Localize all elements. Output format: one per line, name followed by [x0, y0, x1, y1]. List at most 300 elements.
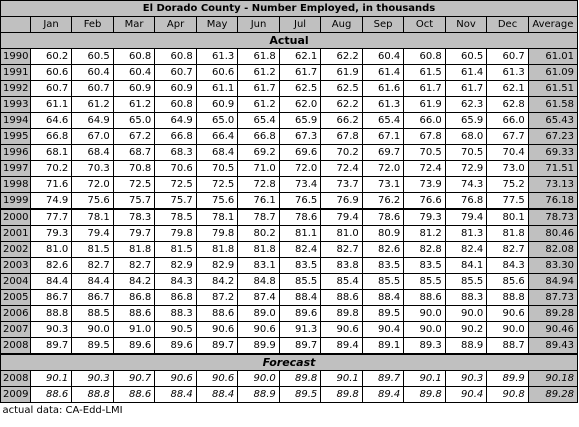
- year-cell: 2009: [1, 387, 31, 403]
- column-header-apr: Apr: [155, 17, 197, 33]
- value-cell: 78.3: [113, 209, 155, 226]
- value-cell: 82.8: [404, 242, 446, 258]
- value-cell: 77.5: [487, 193, 529, 210]
- value-cell: 61.1: [30, 97, 72, 113]
- value-cell: 90.8: [487, 387, 529, 403]
- value-cell: 62.5: [321, 81, 363, 97]
- value-cell: 88.6: [196, 306, 238, 322]
- value-cell: 89.9: [238, 338, 280, 355]
- value-cell: 60.9: [155, 81, 197, 97]
- value-cell: 78.6: [362, 209, 404, 226]
- actual-row-1996: [1, 145, 578, 161]
- value-cell: 62.1: [487, 81, 529, 97]
- average-cell: 76.18: [528, 193, 577, 210]
- value-cell: 72.4: [321, 161, 363, 177]
- average-cell: 80.46: [528, 226, 577, 242]
- value-cell: 90.6: [196, 322, 238, 338]
- value-cell: 65.0: [196, 113, 238, 129]
- value-cell: 88.9: [445, 338, 487, 355]
- value-cell: 67.3: [279, 129, 321, 145]
- value-cell: 90.0: [72, 322, 114, 338]
- value-cell: 89.8: [404, 387, 446, 403]
- forecast-section-header: [1, 354, 578, 371]
- average-cell: 65.43: [528, 113, 577, 129]
- year-cell: 1999: [1, 193, 31, 210]
- year-cell: 2007: [1, 322, 31, 338]
- value-cell: 66.2: [321, 113, 363, 129]
- value-cell: 91.0: [113, 322, 155, 338]
- value-cell: 70.4: [487, 145, 529, 161]
- forecast-row-2008: [1, 371, 578, 387]
- value-cell: 67.2: [113, 129, 155, 145]
- value-cell: 88.6: [113, 387, 155, 403]
- value-cell: 89.9: [487, 371, 529, 387]
- actual-row-2003: [1, 258, 578, 274]
- value-cell: 65.4: [238, 113, 280, 129]
- value-cell: 64.6: [30, 113, 72, 129]
- value-cell: 90.3: [72, 371, 114, 387]
- value-cell: 68.7: [113, 145, 155, 161]
- average-cell: 69.33: [528, 145, 577, 161]
- value-cell: 60.8: [404, 49, 446, 65]
- value-cell: 89.8: [321, 387, 363, 403]
- value-cell: 78.5: [155, 209, 197, 226]
- actual-row-1990: [1, 49, 578, 65]
- column-header-row: [1, 17, 578, 33]
- average-cell: 89.28: [528, 306, 577, 322]
- value-cell: 67.1: [362, 129, 404, 145]
- value-cell: 81.5: [72, 242, 114, 258]
- actual-row-1994: [1, 113, 578, 129]
- average-cell: 90.46: [528, 322, 577, 338]
- value-cell: 61.1: [196, 81, 238, 97]
- value-cell: 60.5: [445, 49, 487, 65]
- value-cell: 66.8: [30, 129, 72, 145]
- value-cell: 61.9: [321, 65, 363, 81]
- value-cell: 62.3: [445, 97, 487, 113]
- value-cell: 90.0: [487, 322, 529, 338]
- value-cell: 90.4: [445, 387, 487, 403]
- value-cell: 75.6: [72, 193, 114, 210]
- actual-row-1995: [1, 129, 578, 145]
- value-cell: 88.8: [72, 387, 114, 403]
- value-cell: 69.6: [279, 145, 321, 161]
- value-cell: 60.8: [155, 49, 197, 65]
- value-cell: 60.2: [30, 49, 72, 65]
- value-cell: 90.0: [238, 371, 280, 387]
- value-cell: 89.7: [196, 338, 238, 355]
- table-body: [1, 33, 578, 419]
- value-cell: 89.1: [362, 338, 404, 355]
- value-cell: 68.0: [445, 129, 487, 145]
- value-cell: 60.8: [155, 97, 197, 113]
- average-cell: 61.58: [528, 97, 577, 113]
- value-cell: 60.7: [30, 81, 72, 97]
- value-cell: 85.5: [362, 274, 404, 290]
- value-cell: 88.3: [445, 290, 487, 306]
- value-cell: 72.8: [238, 177, 280, 193]
- value-cell: 78.1: [72, 209, 114, 226]
- value-cell: 77.7: [30, 209, 72, 226]
- value-cell: 68.1: [30, 145, 72, 161]
- actual-row-2005: [1, 290, 578, 306]
- actual-row-2002: [1, 242, 578, 258]
- value-cell: 70.2: [30, 161, 72, 177]
- value-cell: 82.9: [155, 258, 197, 274]
- value-cell: 89.6: [155, 338, 197, 355]
- value-cell: 64.9: [155, 113, 197, 129]
- value-cell: 85.6: [487, 274, 529, 290]
- value-cell: 87.4: [238, 290, 280, 306]
- value-cell: 65.9: [445, 113, 487, 129]
- value-cell: 79.3: [30, 226, 72, 242]
- value-cell: 80.1: [487, 209, 529, 226]
- value-cell: 84.3: [487, 258, 529, 274]
- value-cell: 60.7: [487, 49, 529, 65]
- value-cell: 84.4: [30, 274, 72, 290]
- value-cell: 86.7: [72, 290, 114, 306]
- value-cell: 85.5: [404, 274, 446, 290]
- value-cell: 89.8: [279, 371, 321, 387]
- value-cell: 60.9: [113, 81, 155, 97]
- value-cell: 76.5: [279, 193, 321, 210]
- value-cell: 89.3: [404, 338, 446, 355]
- value-cell: 90.1: [404, 371, 446, 387]
- value-cell: 78.1: [196, 209, 238, 226]
- column-header-aug: Aug: [321, 17, 363, 33]
- value-cell: 60.4: [72, 65, 114, 81]
- forecast-row-2009: [1, 387, 578, 403]
- value-cell: 60.8: [113, 49, 155, 65]
- value-cell: 90.0: [404, 322, 446, 338]
- value-cell: 82.6: [30, 258, 72, 274]
- value-cell: 89.5: [72, 338, 114, 355]
- value-cell: 69.2: [238, 145, 280, 161]
- value-cell: 61.7: [404, 81, 446, 97]
- value-cell: 84.4: [72, 274, 114, 290]
- value-cell: 62.0: [279, 97, 321, 113]
- value-cell: 84.1: [445, 258, 487, 274]
- value-cell: 88.6: [30, 387, 72, 403]
- value-cell: 60.9: [196, 97, 238, 113]
- value-cell: 62.2: [321, 97, 363, 113]
- column-header-feb: Feb: [72, 17, 114, 33]
- value-cell: 65.0: [113, 113, 155, 129]
- actual-row-1992: [1, 81, 578, 97]
- value-cell: 72.5: [196, 177, 238, 193]
- actual-label: Actual: [1, 33, 578, 49]
- value-cell: 81.8: [196, 242, 238, 258]
- actual-row-1998: [1, 177, 578, 193]
- value-cell: 83.5: [404, 258, 446, 274]
- value-cell: 90.2: [445, 322, 487, 338]
- value-cell: 70.2: [321, 145, 363, 161]
- value-cell: 73.7: [321, 177, 363, 193]
- value-cell: 68.4: [72, 145, 114, 161]
- value-cell: 71.0: [238, 161, 280, 177]
- value-cell: 67.8: [404, 129, 446, 145]
- column-header-average: Average: [528, 17, 577, 33]
- value-cell: 89.7: [362, 371, 404, 387]
- value-cell: 86.7: [30, 290, 72, 306]
- value-cell: 76.6: [404, 193, 446, 210]
- value-cell: 68.3: [155, 145, 197, 161]
- value-cell: 66.8: [238, 129, 280, 145]
- table-title: El Dorado County - Number Employed, in thousands: [1, 1, 578, 17]
- value-cell: 90.6: [238, 322, 280, 338]
- value-cell: 79.4: [72, 226, 114, 242]
- value-cell: 76.1: [238, 193, 280, 210]
- value-cell: 88.6: [321, 290, 363, 306]
- value-cell: 60.6: [196, 65, 238, 81]
- value-cell: 79.8: [196, 226, 238, 242]
- value-cell: 86.8: [155, 290, 197, 306]
- year-column-header: [1, 17, 31, 33]
- value-cell: 61.3: [196, 49, 238, 65]
- value-cell: 84.2: [196, 274, 238, 290]
- forecast-label: Forecast: [1, 354, 578, 371]
- value-cell: 72.0: [362, 161, 404, 177]
- value-cell: 81.8: [113, 242, 155, 258]
- value-cell: 86.8: [113, 290, 155, 306]
- value-cell: 82.7: [113, 258, 155, 274]
- average-cell: 78.73: [528, 209, 577, 226]
- year-cell: 1994: [1, 113, 31, 129]
- value-cell: 71.6: [30, 177, 72, 193]
- value-cell: 89.6: [113, 338, 155, 355]
- value-cell: 75.6: [196, 193, 238, 210]
- value-cell: 81.8: [238, 242, 280, 258]
- year-cell: 1997: [1, 161, 31, 177]
- value-cell: 90.6: [321, 322, 363, 338]
- value-cell: 87.2: [196, 290, 238, 306]
- column-header-dec: Dec: [487, 17, 529, 33]
- value-cell: 60.5: [72, 49, 114, 65]
- actual-row-2007: [1, 322, 578, 338]
- value-cell: 89.5: [279, 387, 321, 403]
- value-cell: 89.8: [321, 306, 363, 322]
- value-cell: 83.8: [321, 258, 363, 274]
- value-cell: 90.0: [445, 306, 487, 322]
- value-cell: 90.4: [362, 322, 404, 338]
- value-cell: 72.0: [279, 161, 321, 177]
- column-header-jul: Jul: [279, 17, 321, 33]
- value-cell: 89.0: [238, 306, 280, 322]
- value-cell: 89.7: [30, 338, 72, 355]
- value-cell: 79.3: [404, 209, 446, 226]
- value-cell: 74.9: [30, 193, 72, 210]
- actual-row-2008: [1, 338, 578, 355]
- value-cell: 82.4: [445, 242, 487, 258]
- value-cell: 64.9: [72, 113, 114, 129]
- value-cell: 60.7: [72, 81, 114, 97]
- average-cell: 67.23: [528, 129, 577, 145]
- value-cell: 60.7: [155, 65, 197, 81]
- year-cell: 1991: [1, 65, 31, 81]
- value-cell: 60.4: [362, 49, 404, 65]
- value-cell: 82.7: [321, 242, 363, 258]
- value-cell: 65.9: [279, 113, 321, 129]
- actual-row-1999: [1, 193, 578, 210]
- year-cell: 1995: [1, 129, 31, 145]
- value-cell: 88.6: [404, 290, 446, 306]
- year-cell: 2006: [1, 306, 31, 322]
- value-cell: 73.4: [279, 177, 321, 193]
- value-cell: 74.3: [445, 177, 487, 193]
- value-cell: 61.2: [238, 65, 280, 81]
- value-cell: 81.8: [487, 226, 529, 242]
- value-cell: 81.0: [30, 242, 72, 258]
- value-cell: 70.5: [404, 145, 446, 161]
- year-cell: 2003: [1, 258, 31, 274]
- value-cell: 81.3: [445, 226, 487, 242]
- value-cell: 72.0: [72, 177, 114, 193]
- average-cell: 89.28: [528, 387, 577, 403]
- value-cell: 88.5: [72, 306, 114, 322]
- value-cell: 62.2: [321, 49, 363, 65]
- value-cell: 61.3: [487, 65, 529, 81]
- value-cell: 88.8: [487, 290, 529, 306]
- average-cell: 84.94: [528, 274, 577, 290]
- value-cell: 85.5: [445, 274, 487, 290]
- value-cell: 84.2: [113, 274, 155, 290]
- value-cell: 65.4: [362, 113, 404, 129]
- value-cell: 61.2: [238, 97, 280, 113]
- value-cell: 67.7: [487, 129, 529, 145]
- value-cell: 90.6: [196, 371, 238, 387]
- value-cell: 61.7: [279, 65, 321, 81]
- value-cell: 61.7: [445, 81, 487, 97]
- value-cell: 70.5: [196, 161, 238, 177]
- average-cell: 61.01: [528, 49, 577, 65]
- value-cell: 90.1: [321, 371, 363, 387]
- value-cell: 72.9: [445, 161, 487, 177]
- average-cell: 73.13: [528, 177, 577, 193]
- value-cell: 76.9: [321, 193, 363, 210]
- value-cell: 84.3: [155, 274, 197, 290]
- average-cell: 61.51: [528, 81, 577, 97]
- value-cell: 83.5: [279, 258, 321, 274]
- value-cell: 61.2: [113, 97, 155, 113]
- column-header-oct: Oct: [404, 17, 446, 33]
- value-cell: 62.8: [487, 97, 529, 113]
- value-cell: 61.2: [72, 97, 114, 113]
- value-cell: 66.8: [155, 129, 197, 145]
- year-cell: 2004: [1, 274, 31, 290]
- value-cell: 73.1: [362, 177, 404, 193]
- value-cell: 70.3: [72, 161, 114, 177]
- value-cell: 81.5: [155, 242, 197, 258]
- value-cell: 83.5: [362, 258, 404, 274]
- actual-section-header: [1, 33, 578, 49]
- year-cell: 1992: [1, 81, 31, 97]
- value-cell: 70.6: [155, 161, 197, 177]
- value-cell: 88.8: [30, 306, 72, 322]
- year-cell: 2008: [1, 371, 31, 387]
- column-header-sep: Sep: [362, 17, 404, 33]
- value-cell: 61.6: [362, 81, 404, 97]
- column-header-mar: Mar: [113, 17, 155, 33]
- value-cell: 67.8: [321, 129, 363, 145]
- value-cell: 70.8: [113, 161, 155, 177]
- value-cell: 81.0: [321, 226, 363, 242]
- value-cell: 88.3: [155, 306, 197, 322]
- year-cell: 2000: [1, 209, 31, 226]
- value-cell: 70.5: [445, 145, 487, 161]
- value-cell: 61.9: [404, 97, 446, 113]
- value-cell: 78.7: [238, 209, 280, 226]
- value-cell: 75.7: [155, 193, 197, 210]
- year-cell: 1990: [1, 49, 31, 65]
- column-header-jun: Jun: [238, 17, 280, 33]
- value-cell: 72.4: [404, 161, 446, 177]
- value-cell: 89.6: [279, 306, 321, 322]
- value-cell: 79.4: [321, 209, 363, 226]
- source-note: actual data: CA-Edd-LMI: [1, 403, 578, 419]
- value-cell: 67.0: [72, 129, 114, 145]
- column-header-jan: Jan: [30, 17, 72, 33]
- average-cell: 90.18: [528, 371, 577, 387]
- year-cell: 1993: [1, 97, 31, 113]
- year-cell: 2001: [1, 226, 31, 242]
- value-cell: 82.7: [72, 258, 114, 274]
- value-cell: 82.7: [487, 242, 529, 258]
- average-cell: 89.43: [528, 338, 577, 355]
- value-cell: 84.8: [238, 274, 280, 290]
- value-cell: 81.1: [279, 226, 321, 242]
- value-cell: 82.6: [362, 242, 404, 258]
- value-cell: 90.0: [404, 306, 446, 322]
- actual-row-1991: [1, 65, 578, 81]
- value-cell: 89.4: [321, 338, 363, 355]
- value-cell: 82.9: [196, 258, 238, 274]
- value-cell: 60.6: [30, 65, 72, 81]
- column-header-may: May: [196, 17, 238, 33]
- value-cell: 61.8: [238, 49, 280, 65]
- value-cell: 79.8: [155, 226, 197, 242]
- value-cell: 80.2: [238, 226, 280, 242]
- average-cell: 61.09: [528, 65, 577, 81]
- value-cell: 82.4: [279, 242, 321, 258]
- value-cell: 88.6: [113, 306, 155, 322]
- year-cell: 2002: [1, 242, 31, 258]
- value-cell: 66.4: [196, 129, 238, 145]
- value-cell: 60.4: [113, 65, 155, 81]
- value-cell: 62.1: [279, 49, 321, 65]
- value-cell: 61.3: [362, 97, 404, 113]
- average-cell: 71.51: [528, 161, 577, 177]
- year-cell: 1996: [1, 145, 31, 161]
- value-cell: 85.4: [321, 274, 363, 290]
- value-cell: 73.0: [487, 161, 529, 177]
- value-cell: 75.7: [113, 193, 155, 210]
- value-cell: 88.7: [487, 338, 529, 355]
- actual-row-2001: [1, 226, 578, 242]
- value-cell: 83.1: [238, 258, 280, 274]
- value-cell: 61.7: [238, 81, 280, 97]
- value-cell: 81.2: [404, 226, 446, 242]
- year-cell: 1998: [1, 177, 31, 193]
- value-cell: 90.6: [155, 371, 197, 387]
- value-cell: 91.3: [279, 322, 321, 338]
- average-cell: 82.08: [528, 242, 577, 258]
- value-cell: 89.4: [362, 387, 404, 403]
- value-cell: 88.4: [279, 290, 321, 306]
- value-cell: 76.8: [445, 193, 487, 210]
- value-cell: 90.6: [487, 306, 529, 322]
- value-cell: 78.6: [279, 209, 321, 226]
- actual-row-2004: [1, 274, 578, 290]
